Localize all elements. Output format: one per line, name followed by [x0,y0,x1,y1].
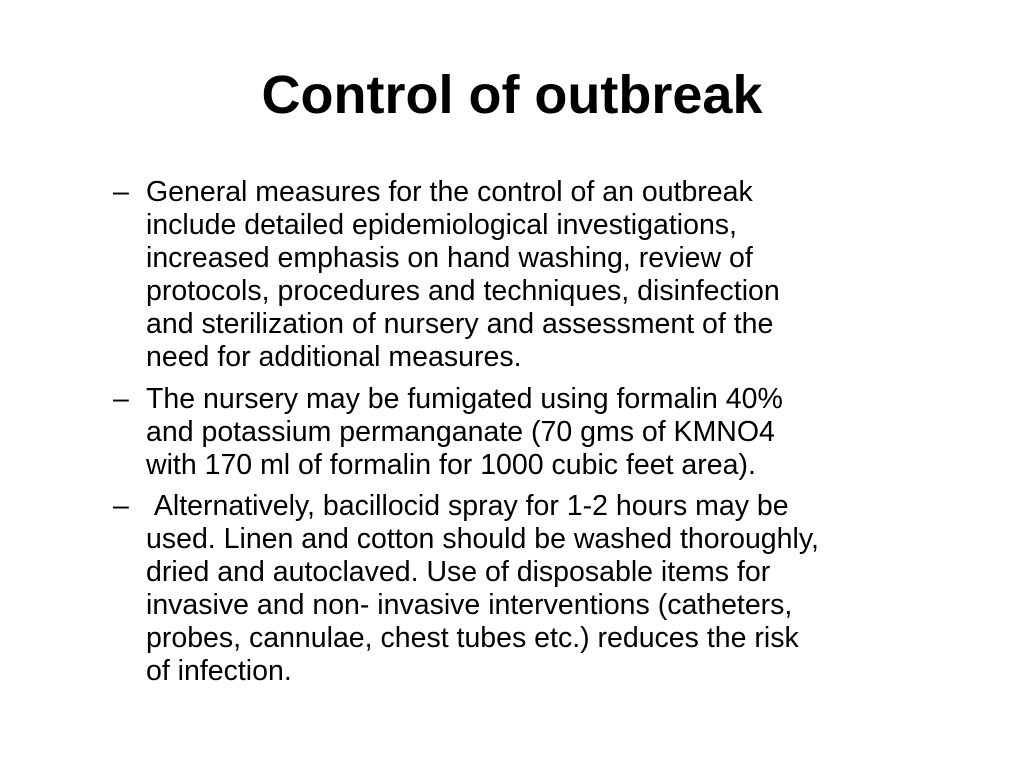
bullet-dash: – [113,176,129,208]
bullet-text: Alternatively, bacillocid spray for 1-2 hours may be used. Linen and cotton should be washed thoroughly, dried and autoclaved. Use of disposable items for invasive and non- invasive interventions (catheters, probes, cannulae, chest tubes etc.) reduces the risk of infection. [146,489,819,688]
bullet-dash: – [113,489,129,522]
bullet-text: The nursery may be fumigated using formalin 40% and potassium permanganate (70 gms of KMNO4 with 170 ml of formalin for 1000 cubic feet area). [146,382,783,481]
slide-title: Control of outbreak [261,65,763,125]
bullet-item-alternatives [113,490,963,689]
bullet-item-fumigation [113,383,963,482]
bullet-list [113,176,963,696]
bullet-dash: – [113,382,129,415]
bullet-text: General measures for the control of an outbreak include detailed epidemiological investigations, increased emphasis on hand washing, review of protocols, procedures and techniques, disinfection and sterilization of nursery and assessment of the need for additional measures. [146,176,780,374]
bullet-item-general-measures [113,176,963,375]
